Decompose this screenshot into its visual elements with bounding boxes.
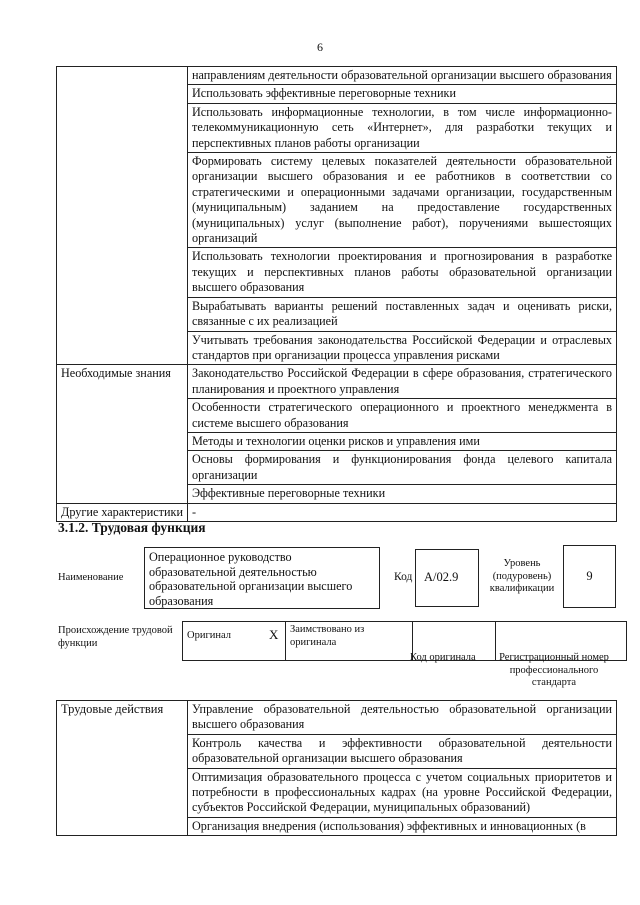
row-text: Использовать технологии проектирования и прогнозирования в разработке текущих и перспективных планов работы образовательной организации высшего образования <box>188 248 617 297</box>
row-text: Оптимизация образовательного процесса с учетом социальных приоритетов и потребности в профессиональных кадрах (на уровне Российской Федерации, субъектов Российской Федерации, муниципальных образований) <box>188 768 617 817</box>
row-text: Управление образовательной деятельностью образовательной организации высшего образования <box>188 701 617 735</box>
name-label: Наименование <box>58 572 124 583</box>
code-value: A/02.9 <box>415 549 479 607</box>
code-label: Код <box>394 571 413 583</box>
row-text: Основы формирования и функционирования фонда целевого капитала организации <box>188 451 617 485</box>
origin-label: Происхождение трудовой функции <box>58 625 173 649</box>
knowledge-label: Необходимые знания <box>57 365 188 503</box>
original-mark: X <box>265 622 286 661</box>
row-label <box>57 67 188 365</box>
row-text: Организация внедрения (использования) эффективных и инновационных (в <box>188 817 617 835</box>
row-text: Контроль качества и эффективности образовательной деятельности образовательной организации высшего образования <box>188 734 617 768</box>
row-text: Законодательство Российской Федерации в сфере образования, стратегического планирования и проектного управления <box>188 365 617 399</box>
row-text: Формировать систему целевых показателей деятельности образовательной организации высшего образования и ее работников в соответствии со стратегическими и операционными задачами организации, государственным (муниципальным) заданием на предоставление государственных (муниципальных) услуг (выполнение работ), поручениями вышестоящих организаций <box>188 153 617 248</box>
page-number: 6 <box>317 40 323 54</box>
skills-knowledge-table <box>56 66 617 522</box>
table-row <box>57 701 617 735</box>
row-text: Учитывать требования законодательства Российской Федерации и отраслевых стандартов при организации процесса управления рисками <box>188 331 617 365</box>
level-label: Уровень (подуровень) квалификации <box>489 558 555 594</box>
row-text: Методы и технологии оценки рисков и управления ими <box>188 432 617 450</box>
code-original-caption: Код оригинала <box>410 652 476 663</box>
row-text: Особенности стратегического операционного и проектного менеджмента в системе высшего образования <box>188 399 617 433</box>
name-value: Операционное руководство образовательной деятельностью образовательной организации высшего образования <box>144 547 380 609</box>
actions-label: Трудовые действия <box>57 701 188 836</box>
labor-actions-table <box>56 700 617 836</box>
row-text: Вырабатывать варианты решений поставленных задач и оценивать риски, связанные с их реализацией <box>188 297 617 331</box>
row-text: Использовать эффективные переговорные техники <box>188 85 617 103</box>
table-row <box>57 503 617 521</box>
level-value: 9 <box>563 545 616 608</box>
table-row <box>57 365 617 399</box>
row-text: Эффективные переговорные техники <box>188 485 617 503</box>
borrowed-label: Заимствовано из оригинала <box>286 622 413 661</box>
row-text: Использовать информационные технологии, в том числе информационно-телекоммуникационную сеть «Интернет», для разработки текущих и перспективных планов работы организации <box>188 103 617 152</box>
other-label: Другие характеристики <box>57 503 188 521</box>
reg-number-caption: Регистрационный номер профессионального стандарта <box>499 652 609 688</box>
section-title: 3.1.2. Трудовая функция <box>58 520 206 535</box>
original-label: Оригинал <box>183 622 266 661</box>
row-text: - <box>188 503 617 521</box>
table-row <box>57 67 617 85</box>
row-text: направлениям деятельности образовательной организации высшего образования <box>188 67 617 85</box>
